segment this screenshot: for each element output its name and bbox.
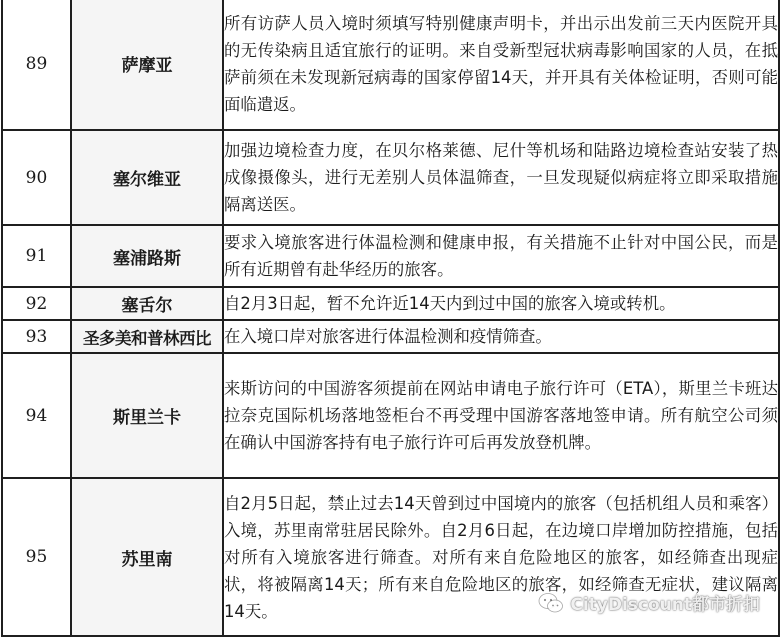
row-number: 90 [2, 130, 71, 225]
table-row [2, 287, 779, 320]
policy-text: 要求入境旅客进行体温检测和健康申报，有关措施不止针对中国公民，而是所有近期曾有赴华经历的旅客。 [223, 225, 779, 287]
row-number: 94 [2, 353, 71, 478]
watermark [538, 590, 760, 615]
country-name: 苏里南 [71, 478, 223, 636]
country-name: 斯里兰卡 [71, 353, 223, 478]
table-row [2, 0, 779, 130]
watermark-text: CityDiscount都市折扣 [570, 595, 760, 615]
policy-text: 加强边境检查力度，在贝尔格莱德、尼什等机场和陆路边境检查站安装了热成像摄像头，进行无差别人员体温筛查，一旦发现疑似病症将立即采取措施隔离送医。 [223, 130, 779, 225]
row-number: 92 [2, 287, 71, 320]
table-row [2, 225, 779, 287]
country-name: 塞舌尔 [71, 287, 223, 320]
row-number: 95 [2, 478, 71, 636]
country-name: 塞尔维亚 [71, 130, 223, 225]
table-row [2, 130, 779, 225]
country-name: 萨摩亚 [71, 0, 223, 130]
table-row [2, 353, 779, 478]
row-number: 91 [2, 225, 71, 287]
row-number: 89 [2, 0, 71, 130]
policy-text: 所有访萨人员入境时须填写特别健康声明卡，并出示出发前三天内医院开具的无传染病且适宜旅行的证明。来自受新型冠状病毒影响国家的人员，在抵萨前须在未发现新冠病毒的国家停留14天，并开具有关体检证明，否则可能面临遣返。 [223, 0, 779, 130]
policy-table [1, 0, 780, 637]
policy-text: 在入境口岸对旅客进行体温检测和疫情筛查。 [223, 320, 779, 353]
policy-text: 来斯访问的中国游客须提前在网站申请电子旅行许可（ETA），斯里兰卡班达拉奈克国际机场落地签柜台不再受理中国游客落地签申请。所有航空公司须在确认中国游客持有电子旅行许可后再发放登机牌。 [223, 353, 779, 478]
policy-text: 自2月3日起，暂不允许近14天内到过中国的旅客入境或转机。 [223, 287, 779, 320]
row-number: 93 [2, 320, 71, 353]
table-row [2, 320, 779, 353]
wechat-icon [538, 592, 564, 614]
policy-text: 自2月5日起，禁止过去14天曾到过中国境内的旅客（包括机组人员和乘客）入境，苏里南常驻居民除外。自2月6日起，在边境口岸增加防控措施，包括对所有入境旅客进行筛查。对所有来自危险地区的旅客，如经筛查出现症状，将被隔离14天；所有来自危险地区的旅客，如经筛查无症状，建议隔离14天。 [223, 478, 779, 636]
country-name: 圣多美和普林西比 [71, 320, 223, 353]
country-name: 塞浦路斯 [71, 225, 223, 287]
